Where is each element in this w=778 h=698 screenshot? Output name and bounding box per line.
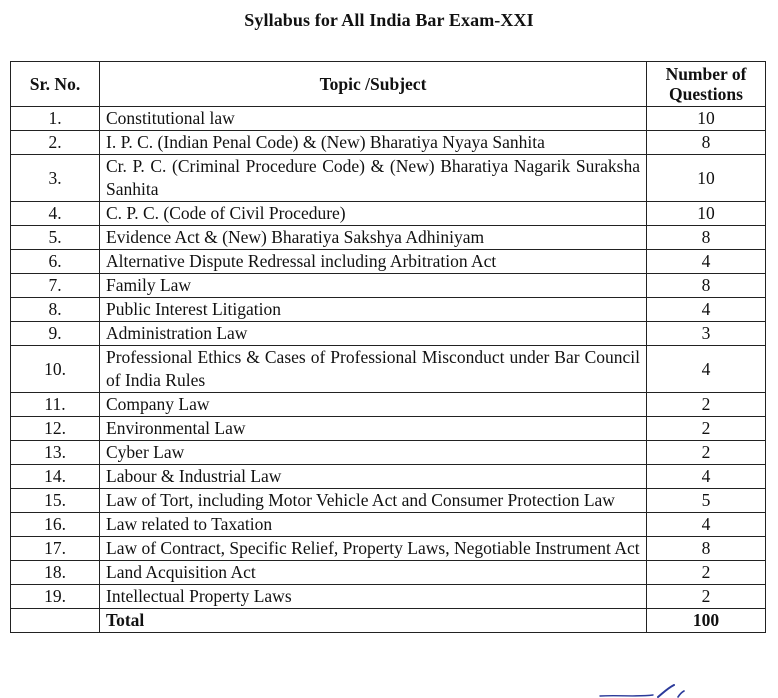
table-row	[11, 489, 766, 513]
row-sr-no: 4.	[11, 202, 100, 226]
row-topic: Public Interest Litigation	[100, 298, 647, 322]
row-sr-no: 19.	[11, 585, 100, 609]
table-row	[11, 465, 766, 489]
table-row	[11, 561, 766, 585]
row-sr-no: 6.	[11, 250, 100, 274]
row-sr-no: 7.	[11, 274, 100, 298]
row-topic: Alternative Dispute Redressal including Arbitration Act	[100, 250, 647, 274]
table-row	[11, 155, 766, 202]
row-topic: I. P. C. (Indian Penal Code) & (New) Bharatiya Nyaya Sanhita	[100, 131, 647, 155]
row-topic: Evidence Act & (New) Bharatiya Sakshya Adhiniyam	[100, 226, 647, 250]
row-topic: Cr. P. C. (Criminal Procedure Code) & (New) Bharatiya Nagarik Suraksha Sanhita	[100, 155, 647, 202]
row-questions: 10	[647, 107, 766, 131]
row-sr-no: 11.	[11, 393, 100, 417]
header-sr-no: Sr. No.	[11, 62, 100, 107]
row-sr-no: 14.	[11, 465, 100, 489]
row-topic: Cyber Law	[100, 441, 647, 465]
row-topic: Labour & Industrial Law	[100, 465, 647, 489]
row-topic: Intellectual Property Laws	[100, 585, 647, 609]
total-questions: 100	[647, 609, 766, 633]
header-questions: Number of Questions	[647, 62, 766, 107]
row-topic: Law of Tort, including Motor Vehicle Act and Consumer Protection Law	[100, 489, 647, 513]
row-questions: 2	[647, 561, 766, 585]
total-label: Total	[100, 609, 647, 633]
row-sr-no: 3.	[11, 155, 100, 202]
row-questions: 2	[647, 585, 766, 609]
row-questions: 5	[647, 489, 766, 513]
table-row	[11, 226, 766, 250]
row-sr-no: 2.	[11, 131, 100, 155]
row-sr-no: 13.	[11, 441, 100, 465]
table-row	[11, 250, 766, 274]
row-questions: 8	[647, 131, 766, 155]
row-questions: 8	[647, 226, 766, 250]
row-sr-no: 10.	[11, 346, 100, 393]
row-sr-no: 18.	[11, 561, 100, 585]
row-topic: Professional Ethics & Cases of Professional Misconduct under Bar Council of India Rules	[100, 346, 647, 393]
row-questions: 4	[647, 513, 766, 537]
header-topic: Topic /Subject	[100, 62, 647, 107]
row-questions: 2	[647, 393, 766, 417]
row-questions: 4	[647, 465, 766, 489]
row-sr-no: 8.	[11, 298, 100, 322]
row-topic: Company Law	[100, 393, 647, 417]
row-questions: 8	[647, 537, 766, 561]
row-questions: 8	[647, 274, 766, 298]
row-topic: Land Acquisition Act	[100, 561, 647, 585]
table-row	[11, 131, 766, 155]
row-questions: 3	[647, 322, 766, 346]
row-sr-no: 15.	[11, 489, 100, 513]
table-row	[11, 393, 766, 417]
table-row	[11, 322, 766, 346]
row-questions: 2	[647, 417, 766, 441]
row-questions: 4	[647, 250, 766, 274]
row-topic: C. P. C. (Code of Civil Procedure)	[100, 202, 647, 226]
row-topic: Law related to Taxation	[100, 513, 647, 537]
table-row	[11, 513, 766, 537]
table-row	[11, 417, 766, 441]
table-row	[11, 585, 766, 609]
row-sr-no: 1.	[11, 107, 100, 131]
total-empty-cell	[11, 609, 100, 633]
signature-mark	[598, 684, 688, 698]
table-row	[11, 537, 766, 561]
row-topic: Family Law	[100, 274, 647, 298]
row-sr-no: 16.	[11, 513, 100, 537]
row-questions: 2	[647, 441, 766, 465]
table-row	[11, 202, 766, 226]
table-row	[11, 346, 766, 393]
row-topic: Constitutional law	[100, 107, 647, 131]
table-row	[11, 107, 766, 131]
row-topic: Law of Contract, Specific Relief, Property Laws, Negotiable Instrument Act	[100, 537, 647, 561]
row-questions: 10	[647, 155, 766, 202]
table-row	[11, 441, 766, 465]
row-questions: 4	[647, 298, 766, 322]
page-title: Syllabus for All India Bar Exam-XXI	[244, 10, 534, 30]
row-questions: 10	[647, 202, 766, 226]
row-sr-no: 9.	[11, 322, 100, 346]
row-questions: 4	[647, 346, 766, 393]
row-sr-no: 12.	[11, 417, 100, 441]
row-topic: Environmental Law	[100, 417, 647, 441]
table-row	[11, 274, 766, 298]
row-sr-no: 5.	[11, 226, 100, 250]
total-row	[11, 609, 766, 633]
table-row	[11, 298, 766, 322]
row-sr-no: 17.	[11, 537, 100, 561]
row-topic: Administration Law	[100, 322, 647, 346]
table-header-row	[11, 62, 766, 107]
syllabus-table	[10, 61, 766, 633]
